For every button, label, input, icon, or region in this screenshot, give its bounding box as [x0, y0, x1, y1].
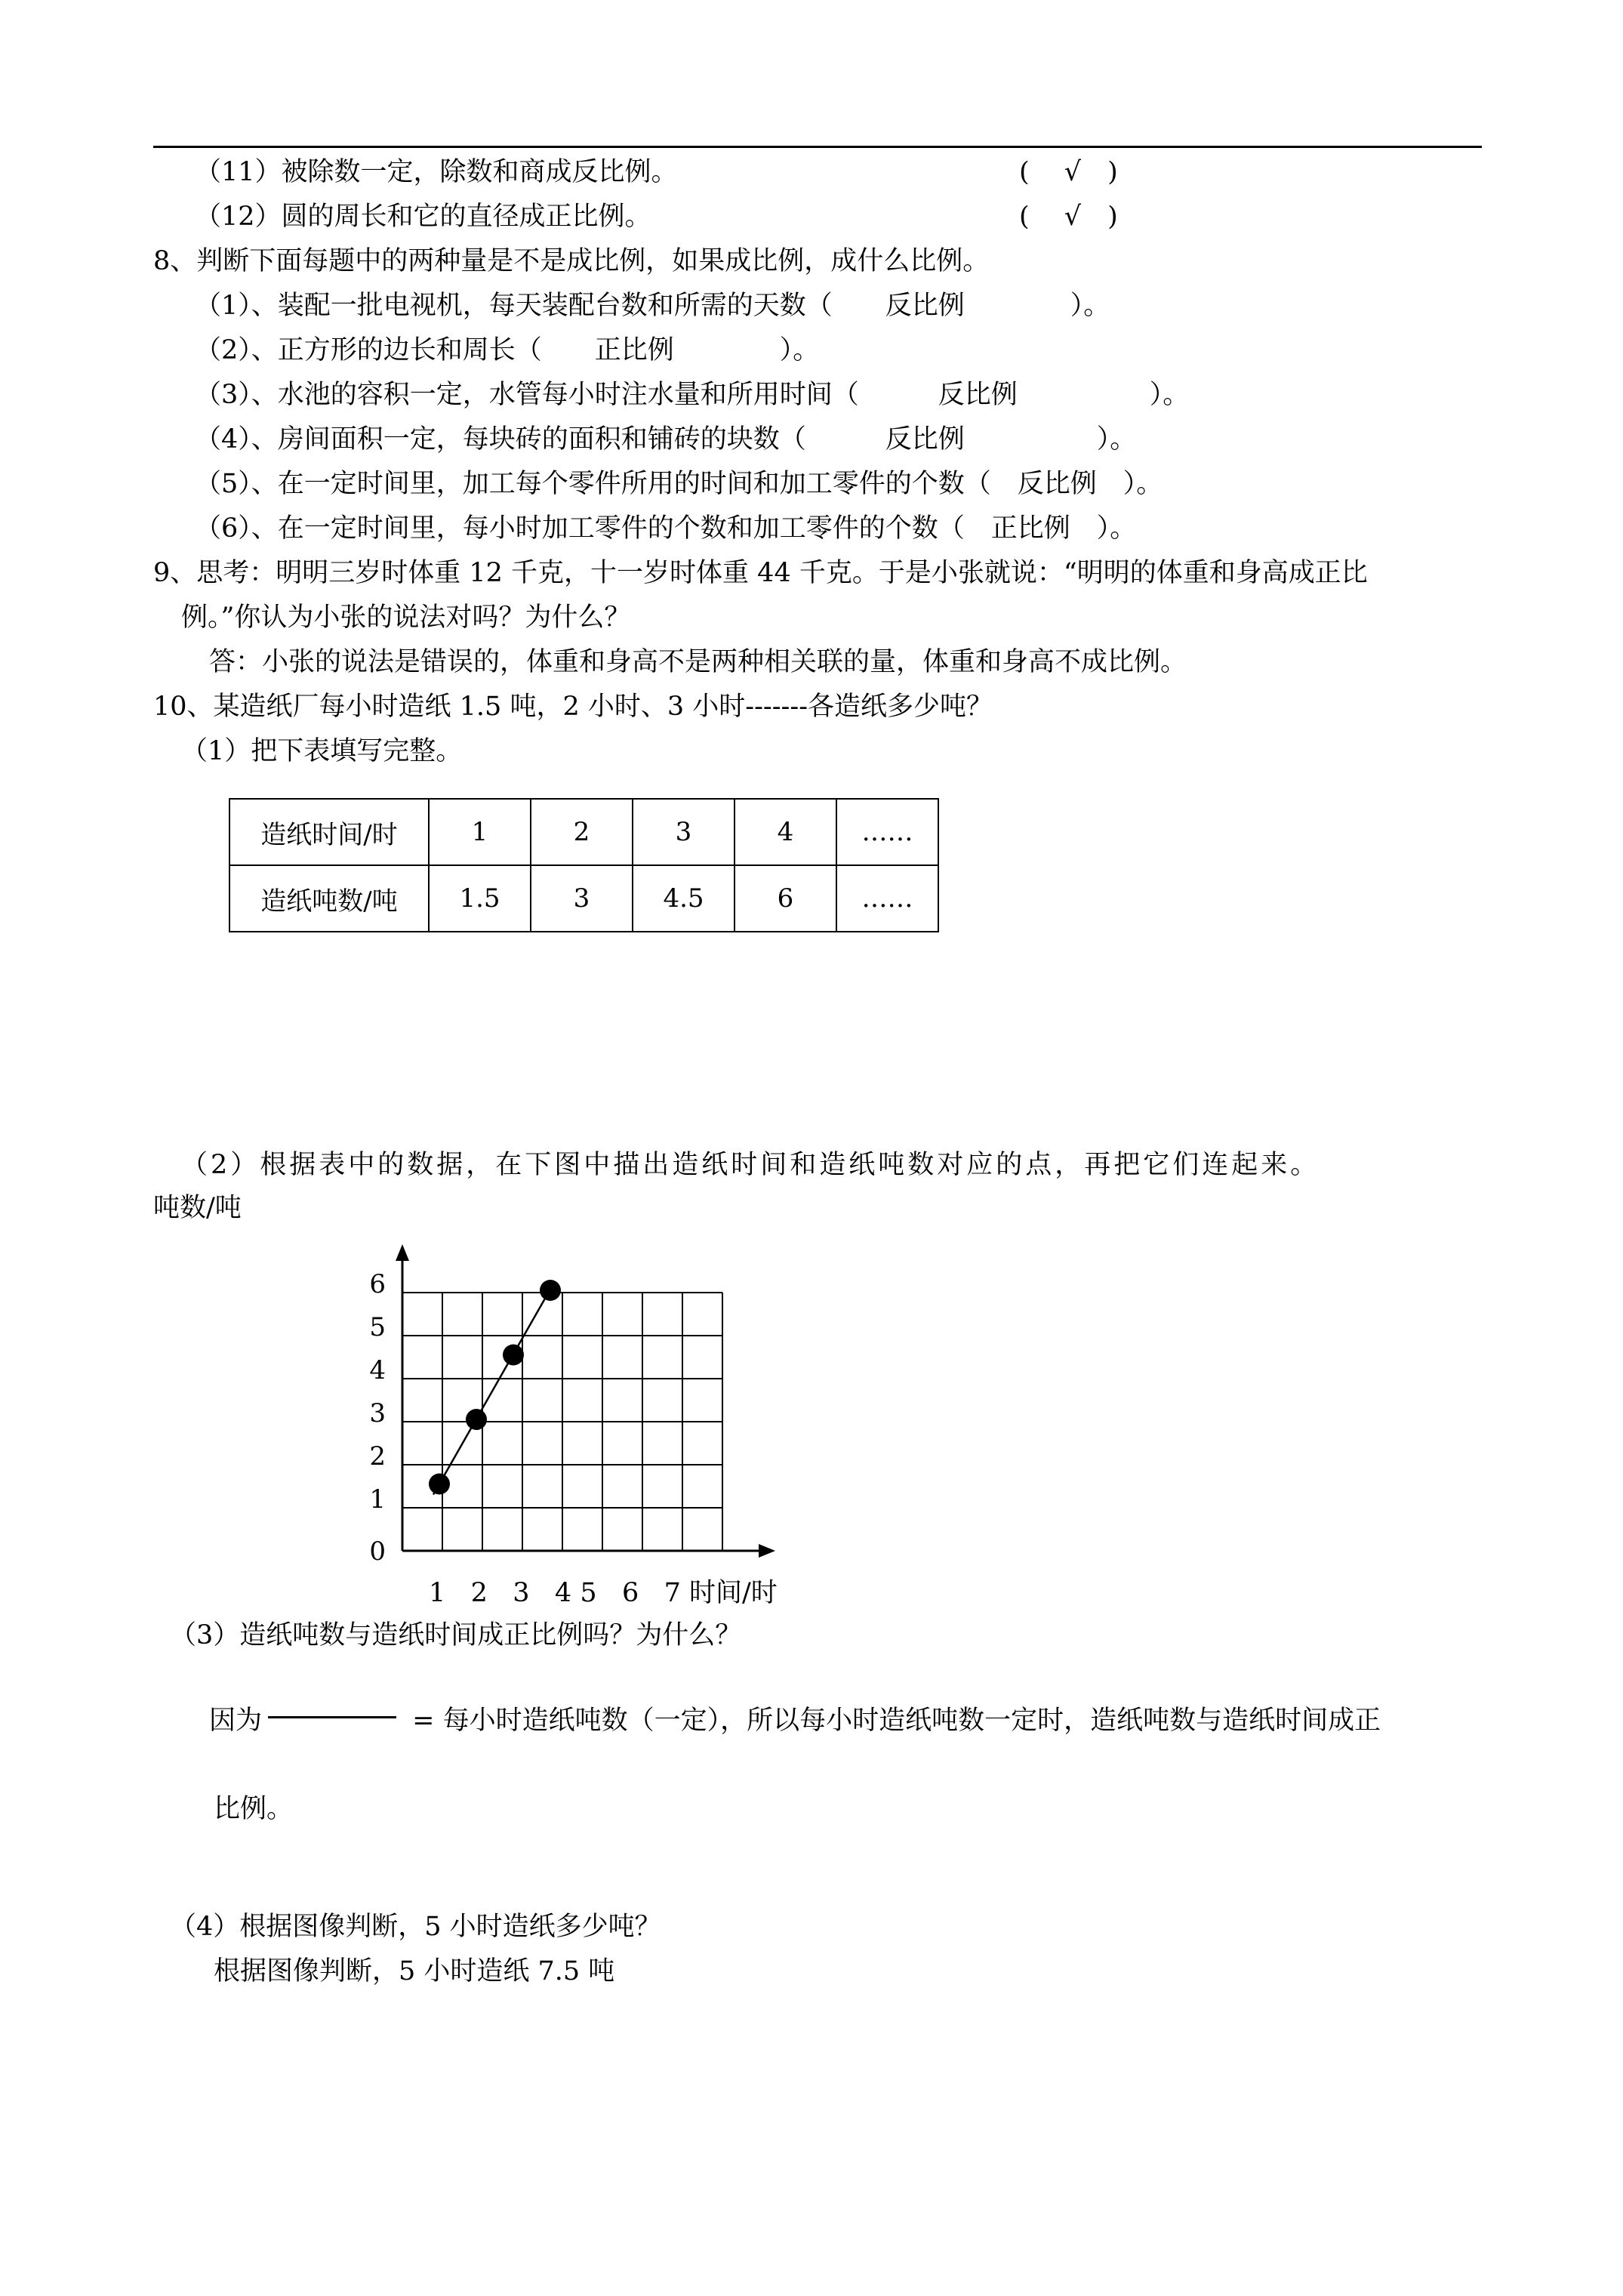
fraction-blank: [268, 1716, 396, 1718]
y-tick-label: 1: [369, 1484, 386, 1515]
question-10-1: （1）把下表填写完整。: [181, 736, 463, 766]
y-tick-label: 6: [369, 1269, 386, 1299]
y-unit-label: 吨数/吨: [153, 1193, 242, 1223]
question-8-4: （4）、房间面积一定，每块砖的面积和铺砖的块数（ 反比例 ）。: [195, 424, 1137, 455]
y-tick-label: 5: [369, 1312, 386, 1342]
question-10: 10、某造纸厂每小时造纸 1.5 吨，2 小时、3 小时-------各造纸多少吨？: [153, 692, 993, 722]
table-cell: 1: [429, 799, 531, 865]
table-cell: 4.5: [633, 865, 735, 932]
question-10-4-answer: 根据图像判断，5 小时造纸 7.5 吨: [214, 1956, 615, 1986]
answer-12: ( √ ): [1019, 202, 1118, 232]
answer-prefix: 因为: [209, 1706, 263, 1736]
table-row: [229, 799, 938, 865]
question-9-line-1: 9、思考：明明三岁时体重 12 千克，十一岁时体重 44 千克。于是小张就说：“明明的体重和身高成正比: [153, 558, 1368, 588]
header-rule: [153, 146, 1482, 148]
table-cell: ……: [836, 799, 938, 865]
question-9-answer: 答：小张的说法是错误的，体重和身高不是两种相关联的量，体重和身高不成比例。: [209, 647, 1187, 677]
y-tick-label: 4: [369, 1355, 386, 1385]
data-point: [466, 1409, 487, 1430]
table-cell: 3: [531, 865, 633, 932]
question-10-3: （3）造纸吨数与造纸时间成正比例吗？为什么？: [170, 1620, 742, 1650]
statement-12: （12）圆的周长和它的直径成正比例。: [195, 202, 651, 232]
table-cell: 1.5: [429, 865, 531, 932]
y-tick-label: 3: [369, 1398, 386, 1428]
table-cell: 2: [531, 799, 633, 865]
table-cell: 3: [633, 799, 735, 865]
y-axis-arrow-icon: [396, 1244, 409, 1261]
table-cell: ……: [836, 865, 938, 932]
table-header-time: 造纸时间/时: [229, 799, 429, 865]
question-10-3-answer: [209, 1704, 1381, 1737]
data-table: [229, 798, 939, 932]
x-axis-label: 1 2 3 4 5 6 7 时间/时: [429, 1578, 778, 1608]
question-8-6: （6）、在一定时间里，每小时加工零件的个数和加工零件的个数（ 正比例 ）。: [195, 513, 1137, 544]
question-10-2: （2）根据表中的数据，在下图中描出造纸时间和造纸吨数对应的点，再把它们连起来。: [181, 1150, 1320, 1180]
table-row: [229, 865, 938, 932]
question-8: 8、判断下面每题中的两种量是不是成比例，如果成比例，成什么比例。: [153, 246, 990, 276]
question-9-line-2: 例。”你认为小张的说法对吗？为什么？: [181, 603, 631, 633]
question-8-1: （1）、装配一批电视机，每天装配台数和所需的天数（ 反比例 ）。: [195, 291, 1110, 321]
question-8-5: （5）、在一定时间里，加工每个零件所用的时间和加工零件的个数（ 反比例 ）。: [195, 469, 1163, 499]
answer-11: ( √ ): [1019, 157, 1118, 187]
data-point: [540, 1280, 561, 1301]
question-10-3-answer-end: 比例。: [214, 1794, 294, 1824]
statement-11: （11）被除数一定，除数和商成反比例。: [195, 157, 678, 187]
question-8-3: （3）、水池的容积一定，水管每小时注水量和所用时间（ 反比例 ）。: [195, 380, 1190, 410]
y-tick-label: 0: [369, 1536, 386, 1567]
x-axis-arrow-icon: [759, 1544, 775, 1558]
table-cell: 4: [735, 799, 836, 865]
proportion-graph: [355, 1238, 823, 1631]
data-point: [429, 1474, 450, 1495]
table-header-tons: 造纸吨数/吨: [229, 865, 429, 932]
question-10-4: （4）根据图像判断，5 小时造纸多少吨？: [170, 1912, 661, 1942]
y-tick-label: 2: [369, 1441, 386, 1472]
question-8-2: （2）、正方形的边长和周长（ 正比例 ）。: [195, 335, 820, 365]
table-cell: 6: [735, 865, 836, 932]
data-point: [503, 1345, 524, 1366]
answer-suffix: = 每小时造纸吨数（一定），所以每小时造纸吨数一定时，造纸吨数与造纸时间成正: [404, 1706, 1381, 1736]
data-line: [433, 1281, 555, 1495]
